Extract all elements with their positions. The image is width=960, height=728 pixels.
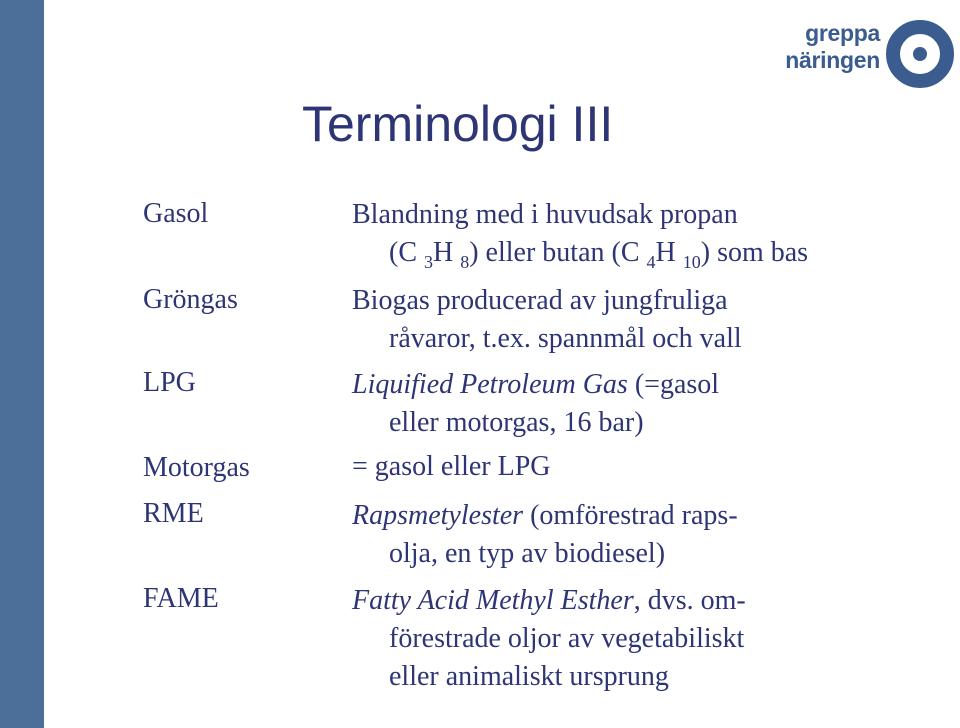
logo-text — [776, 20, 880, 74]
formula-sub: 4 — [646, 252, 656, 272]
formula-part: (C — [389, 237, 417, 268]
def-fame — [352, 582, 746, 696]
def-motorgas — [352, 451, 551, 483]
def-rme-rest: (omförestrad raps- — [523, 500, 738, 531]
formula-part: ) som bas — [700, 237, 809, 268]
def-rme-line-2: olja, en typ av biodiesel) — [389, 538, 666, 569]
def-lpg — [352, 366, 719, 442]
def-grongas-line-1: Biogas producerad av jungfruliga — [352, 285, 728, 316]
def-gasol — [352, 196, 808, 272]
def-fame-rest: , dvs. om- — [633, 585, 746, 616]
def-lpg-line-2: eller motorgas, 16 bar) — [389, 407, 644, 438]
greppa-naringen-logo — [776, 18, 958, 90]
left-accent-bar — [0, 0, 44, 728]
def-grongas-line-2: råvaror, t.ex. spannmål och vall — [389, 323, 742, 354]
page-title: Terminologi III — [302, 96, 614, 152]
logo-line-1: greppa — [805, 20, 880, 46]
def-fame-line-2: förestrade oljor av vegetabiliskt — [389, 623, 745, 654]
formula-sub: 8 — [460, 252, 470, 272]
def-rme-italic: Rapsmetylester — [352, 500, 524, 531]
def-lpg-line-1 — [352, 366, 719, 404]
def-grongas — [352, 282, 742, 358]
def-motorgas-line-1: = gasol eller LPG — [352, 451, 551, 482]
term-fame: FAME — [143, 583, 219, 614]
logo-line-2: näringen — [785, 47, 880, 73]
term-rme: RME — [143, 498, 204, 529]
formula-part: ) eller butan (C — [469, 237, 640, 268]
logo-ring-icon — [884, 18, 958, 90]
def-lpg-italic: Liquified Petroleum Gas — [352, 369, 628, 400]
formula-sub: 10 — [682, 252, 701, 272]
formula-sub: 3 — [424, 252, 433, 272]
def-lpg-rest: (=gasol — [627, 369, 720, 400]
def-rme-line-1 — [352, 497, 738, 535]
term-motorgas: Motorgas — [143, 452, 250, 483]
formula-part: H — [655, 237, 676, 268]
def-fame-italic: Fatty Acid Methyl Esther — [352, 585, 634, 616]
term-gasol: Gasol — [143, 198, 209, 229]
def-rme — [352, 497, 738, 573]
term-lpg: LPG — [143, 367, 196, 398]
def-gasol-line-2 — [352, 234, 808, 272]
def-gasol-line-1: Blandning med i huvudsak propan — [352, 199, 738, 230]
def-fame-line-3: eller animaliskt ursprung — [389, 661, 669, 692]
term-grongas: Gröngas — [143, 284, 238, 315]
def-fame-line-1 — [352, 582, 746, 620]
formula-part: H — [433, 237, 454, 268]
